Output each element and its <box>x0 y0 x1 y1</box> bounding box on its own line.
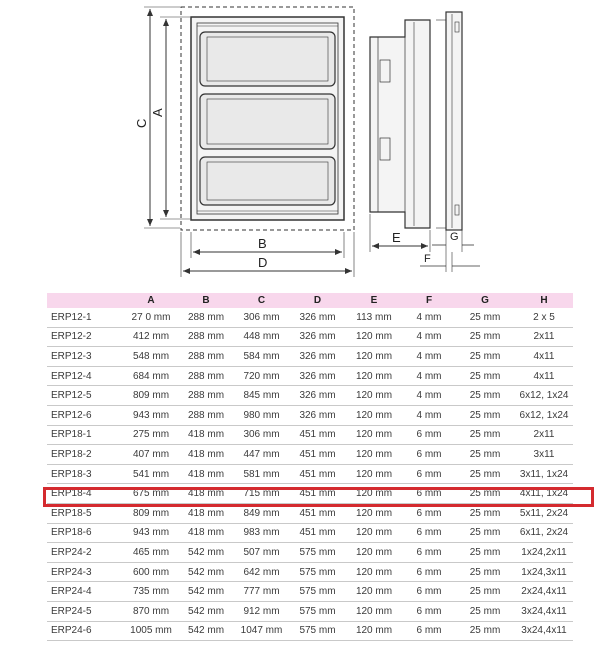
table-cell: 418 mm <box>179 445 233 465</box>
technical-drawing <box>0 0 609 290</box>
table-cell: 448 mm <box>233 327 290 347</box>
table-cell: 6 mm <box>403 582 455 602</box>
table-cell: 407 mm <box>123 445 179 465</box>
table-cell: 3x11 <box>515 445 573 465</box>
table-cell: 25 mm <box>455 366 515 386</box>
table-cell: 4 mm <box>403 386 455 406</box>
table-row <box>47 601 573 621</box>
table-row <box>47 464 573 484</box>
model-cell: ERP18-5 <box>47 503 123 523</box>
table-cell: 451 mm <box>290 503 345 523</box>
table-cell: 288 mm <box>179 405 233 425</box>
table-cell: 542 mm <box>179 601 233 621</box>
table-cell: 1x24,2x11 <box>515 543 573 563</box>
table-row <box>47 347 573 367</box>
table-cell: 870 mm <box>123 601 179 621</box>
table-row <box>47 484 573 504</box>
model-cell: ERP24-2 <box>47 543 123 563</box>
dim-label-c: C <box>134 118 149 128</box>
table-cell: 25 mm <box>455 347 515 367</box>
table-cell: 451 mm <box>290 523 345 543</box>
table-cell: 418 mm <box>179 464 233 484</box>
table-cell: 6 mm <box>403 503 455 523</box>
table-cell: 288 mm <box>179 347 233 367</box>
column-header: A <box>123 293 179 308</box>
model-cell: ERP12-3 <box>47 347 123 367</box>
table-cell: 447 mm <box>233 445 290 465</box>
table-cell: 6 mm <box>403 543 455 563</box>
model-cell: ERP24-3 <box>47 562 123 582</box>
table-row <box>47 523 573 543</box>
table-cell: 25 mm <box>455 484 515 504</box>
table-row <box>47 503 573 523</box>
table-cell: 2x24,4x11 <box>515 582 573 602</box>
table-cell: 6 mm <box>403 484 455 504</box>
table-cell: 1005 mm <box>123 621 179 641</box>
table-cell: 575 mm <box>290 562 345 582</box>
table-cell: 4 mm <box>403 347 455 367</box>
table-cell: 1047 mm <box>233 621 290 641</box>
model-cell: ERP24-4 <box>47 582 123 602</box>
table-cell: 4x11 <box>515 347 573 367</box>
table-cell: 25 mm <box>455 405 515 425</box>
table-cell: 600 mm <box>123 562 179 582</box>
table-cell: 275 mm <box>123 425 179 445</box>
dim-label-a: A <box>150 108 165 117</box>
table-cell: 735 mm <box>123 582 179 602</box>
table-row <box>47 543 573 563</box>
dimension-d <box>181 232 354 277</box>
specification-table <box>47 293 573 641</box>
table-row <box>47 308 573 327</box>
table-cell: 584 mm <box>233 347 290 367</box>
table-cell: 575 mm <box>290 582 345 602</box>
table-cell: 809 mm <box>123 503 179 523</box>
table-cell: 684 mm <box>123 366 179 386</box>
table-cell: 120 mm <box>345 601 403 621</box>
table-cell: 326 mm <box>290 386 345 406</box>
table-cell: 6 mm <box>403 445 455 465</box>
side-view <box>370 12 462 230</box>
table-cell: 581 mm <box>233 464 290 484</box>
column-header: G <box>455 293 515 308</box>
table-cell: 25 mm <box>455 621 515 641</box>
table-cell: 3x24,4x11 <box>515 601 573 621</box>
table-cell: 306 mm <box>233 308 290 327</box>
column-header: F <box>403 293 455 308</box>
column-header: B <box>179 293 233 308</box>
table-cell: 4x11, 1x24 <box>515 484 573 504</box>
dimension-a <box>160 17 190 219</box>
column-header: C <box>233 293 290 308</box>
front-view <box>181 7 354 230</box>
table-cell: 418 mm <box>179 425 233 445</box>
table-cell: 912 mm <box>233 601 290 621</box>
model-cell: ERP12-4 <box>47 366 123 386</box>
table-cell: 4 mm <box>403 405 455 425</box>
table-cell: 541 mm <box>123 464 179 484</box>
table-row <box>47 386 573 406</box>
table-cell: 25 mm <box>455 562 515 582</box>
table-cell: 412 mm <box>123 327 179 347</box>
table-cell: 120 mm <box>345 464 403 484</box>
table-cell: 288 mm <box>179 366 233 386</box>
table-cell: 2 x 5 <box>515 308 573 327</box>
table-cell: 120 mm <box>345 621 403 641</box>
table-cell: 6 mm <box>403 523 455 543</box>
table-cell: 120 mm <box>345 405 403 425</box>
table-cell: 120 mm <box>345 347 403 367</box>
table-cell: 809 mm <box>123 386 179 406</box>
table-cell: 25 mm <box>455 582 515 602</box>
column-header: E <box>345 293 403 308</box>
table-cell: 6 mm <box>403 425 455 445</box>
table-cell: 4 mm <box>403 327 455 347</box>
table-cell: 326 mm <box>290 308 345 327</box>
table-cell: 6x12, 1x24 <box>515 405 573 425</box>
model-cell: ERP18-2 <box>47 445 123 465</box>
table-cell: 288 mm <box>179 386 233 406</box>
table-cell: 326 mm <box>290 405 345 425</box>
table-body <box>47 308 573 641</box>
table-cell: 451 mm <box>290 484 345 504</box>
table-cell: 4 mm <box>403 366 455 386</box>
table-cell: 113 mm <box>345 308 403 327</box>
table-cell: 25 mm <box>455 386 515 406</box>
table-cell: 675 mm <box>123 484 179 504</box>
table-cell: 845 mm <box>233 386 290 406</box>
table-row <box>47 405 573 425</box>
table-cell: 120 mm <box>345 327 403 347</box>
table-cell: 451 mm <box>290 425 345 445</box>
table-cell: 983 mm <box>233 523 290 543</box>
table-row <box>47 366 573 386</box>
table-cell: 288 mm <box>179 308 233 327</box>
table-row <box>47 621 573 641</box>
table-cell: 120 mm <box>345 503 403 523</box>
table-cell: 3x24,4x11 <box>515 621 573 641</box>
table-cell: 120 mm <box>345 523 403 543</box>
table-cell: 980 mm <box>233 405 290 425</box>
table-cell: 120 mm <box>345 562 403 582</box>
table-cell: 306 mm <box>233 425 290 445</box>
table-cell: 4x11 <box>515 366 573 386</box>
table-cell: 542 mm <box>179 621 233 641</box>
table-cell: 326 mm <box>290 366 345 386</box>
table-cell: 120 mm <box>345 484 403 504</box>
model-cell: ERP18-1 <box>47 425 123 445</box>
model-cell: ERP12-1 <box>47 308 123 327</box>
table-cell: 1x24,3x11 <box>515 562 573 582</box>
table-cell: 25 mm <box>455 308 515 327</box>
dim-label-e: E <box>392 230 401 245</box>
column-header: H <box>515 293 573 308</box>
table-cell: 720 mm <box>233 366 290 386</box>
table-cell: 575 mm <box>290 621 345 641</box>
dimension-b <box>191 232 344 258</box>
table-cell: 418 mm <box>179 503 233 523</box>
table-cell: 3x11, 1x24 <box>515 464 573 484</box>
table-cell: 326 mm <box>290 327 345 347</box>
table-cell: 542 mm <box>179 543 233 563</box>
table-cell: 777 mm <box>233 582 290 602</box>
table-row <box>47 327 573 347</box>
table-cell: 120 mm <box>345 386 403 406</box>
table-cell: 25 mm <box>455 601 515 621</box>
table-cell: 25 mm <box>455 464 515 484</box>
table-cell: 418 mm <box>179 523 233 543</box>
table-cell: 451 mm <box>290 464 345 484</box>
table-cell: 6x12, 1x24 <box>515 386 573 406</box>
table-cell: 25 mm <box>455 445 515 465</box>
table-row <box>47 582 573 602</box>
table-cell: 25 mm <box>455 543 515 563</box>
table-cell: 715 mm <box>233 484 290 504</box>
dim-label-g: G <box>450 231 459 243</box>
table-cell: 25 mm <box>455 327 515 347</box>
table-cell: 849 mm <box>233 503 290 523</box>
table-cell: 120 mm <box>345 445 403 465</box>
table-cell: 6 mm <box>403 601 455 621</box>
table-cell: 120 mm <box>345 543 403 563</box>
table-cell: 542 mm <box>179 582 233 602</box>
table-cell: 6x11, 2x24 <box>515 523 573 543</box>
table-cell: 418 mm <box>179 484 233 504</box>
table-cell: 451 mm <box>290 445 345 465</box>
table-cell: 642 mm <box>233 562 290 582</box>
table-cell: 6 mm <box>403 621 455 641</box>
table-cell: 120 mm <box>345 582 403 602</box>
table-cell: 4 mm <box>403 308 455 327</box>
table-cell: 120 mm <box>345 425 403 445</box>
table-cell: 25 mm <box>455 503 515 523</box>
table-cell: 25 mm <box>455 523 515 543</box>
dim-label-b: B <box>258 236 267 251</box>
table-cell: 507 mm <box>233 543 290 563</box>
table-cell: 2x11 <box>515 425 573 445</box>
table-cell: 326 mm <box>290 347 345 367</box>
table-cell: 943 mm <box>123 523 179 543</box>
dim-label-f: F <box>424 253 431 265</box>
table-row <box>47 425 573 445</box>
model-cell: ERP12-2 <box>47 327 123 347</box>
model-cell: ERP24-5 <box>47 601 123 621</box>
table-cell: 575 mm <box>290 543 345 563</box>
model-cell: ERP12-5 <box>47 386 123 406</box>
table-cell: 288 mm <box>179 327 233 347</box>
table-cell: 6 mm <box>403 562 455 582</box>
table-cell: 120 mm <box>345 366 403 386</box>
table-cell: 27 0 mm <box>123 308 179 327</box>
model-cell: ERP12-6 <box>47 405 123 425</box>
table-cell: 548 mm <box>123 347 179 367</box>
table-header-row <box>47 293 573 308</box>
table-row <box>47 562 573 582</box>
table-cell: 5x11, 2x24 <box>515 503 573 523</box>
column-header: D <box>290 293 345 308</box>
table-cell: 2x11 <box>515 327 573 347</box>
model-cell: ERP18-4 <box>47 484 123 504</box>
table-cell: 25 mm <box>455 425 515 445</box>
dim-label-d: D <box>258 255 268 270</box>
table-cell: 465 mm <box>123 543 179 563</box>
table-cell: 6 mm <box>403 464 455 484</box>
model-cell: ERP18-6 <box>47 523 123 543</box>
model-cell: ERP18-3 <box>47 464 123 484</box>
table-cell: 542 mm <box>179 562 233 582</box>
column-header <box>47 293 123 308</box>
model-cell: ERP24-6 <box>47 621 123 641</box>
table-cell: 943 mm <box>123 405 179 425</box>
table-row <box>47 445 573 465</box>
table-cell: 575 mm <box>290 601 345 621</box>
